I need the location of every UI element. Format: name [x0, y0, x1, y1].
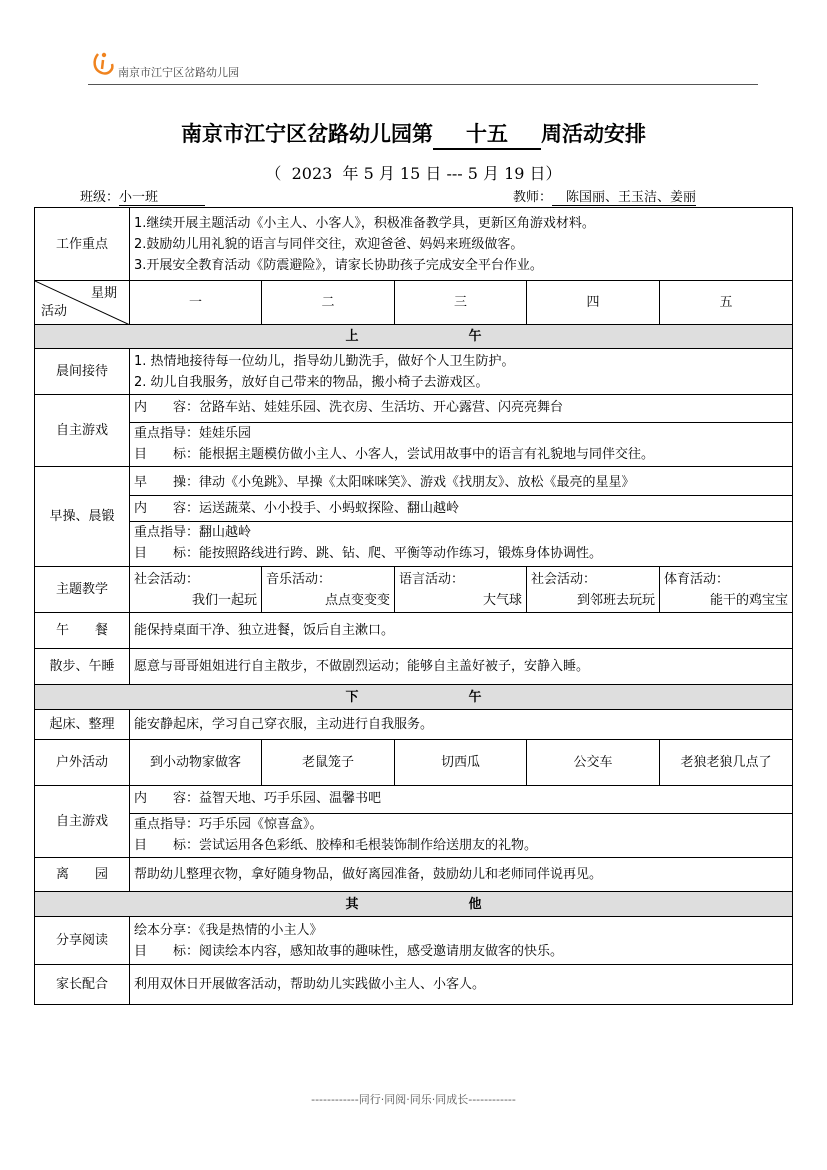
- free-play-am-goal: 目 标：能根据主题模仿做小主人、小客人，尝试用故事中的语言有礼貌地与同伴交往。: [134, 446, 655, 462]
- row-label-free-play-am: 自主游戏: [35, 395, 130, 467]
- teacher-info: [513, 186, 696, 206]
- section-char: 午: [468, 329, 482, 344]
- row-label-reception: 晨间接待: [35, 349, 130, 395]
- row-label-parents: 家长配合: [35, 965, 130, 1005]
- section-morning: [35, 325, 793, 349]
- free-play-pm-focus: 重点指导：巧手乐园《惊喜盒》。: [134, 816, 323, 832]
- day-header: 一: [130, 281, 262, 325]
- teaching-subject: 音乐活动：: [266, 571, 332, 587]
- section-char: 其: [345, 896, 359, 912]
- teaching-subject: 社会活动：: [134, 571, 200, 587]
- row-label-free-play-pm: 自主游戏: [35, 786, 130, 858]
- focus-line: 3.开展安全教育活动《防震避险》，请家长协助孩子完成安全平台作业。: [134, 257, 543, 273]
- teaching-title: 能干的鸡宝宝: [710, 592, 789, 608]
- section-char: 上: [345, 329, 359, 344]
- outdoor-activity: 公交车: [527, 740, 660, 786]
- row-label-exercise: 早操、晨锻: [35, 467, 130, 567]
- free-play-am-focus: 重点指导：娃娃乐园: [134, 425, 252, 441]
- class-info: [80, 186, 205, 206]
- section-other: [35, 892, 793, 917]
- focus-line: 1.继续开展主题活动《小主人、小客人》，积极准备教学具，更新区角游戏材料。: [134, 215, 595, 231]
- section-char: 午: [468, 689, 482, 705]
- diag-weekday-label: 星期: [90, 286, 117, 301]
- teacher-label: 教师：: [513, 190, 553, 205]
- reading-goal: 目 标：阅读绘本内容，感知故事的趣味性，感受邀请朋友做客的快乐。: [134, 943, 564, 959]
- row-parents: [35, 965, 793, 1005]
- row-focus: [35, 208, 793, 281]
- class-label: 班级：: [80, 190, 120, 205]
- free-play-am-areas: 内 容：岔路车站、娃娃乐园、洗衣房、生活坊、开心露营、闪亮亮舞台: [130, 397, 792, 423]
- row-days: [35, 281, 793, 325]
- focus-line: 2.鼓励幼儿用礼貌的语言与同伴交往，欢迎爸爸、妈妈来班级做客。: [134, 236, 524, 252]
- row-label-teaching: 主题教学: [35, 567, 130, 613]
- teaching-title: 到邻班去玩玩: [576, 592, 655, 608]
- row-label-reading: 分享阅读: [35, 917, 130, 965]
- reading-book: 绘本分享：《我是热情的小主人》: [134, 922, 323, 938]
- section-char: 他: [468, 896, 482, 912]
- row-lunch: [35, 613, 793, 649]
- teacher-value: 陈国丽、王玉洁、姜丽: [552, 186, 696, 206]
- title-prefix: 南京市江宁区岔路幼儿园第: [181, 121, 433, 146]
- outdoor-activity: 切西瓜: [395, 740, 527, 786]
- section-afternoon: [35, 685, 793, 710]
- page-footer: ------------同行·同阅·同乐·同成长------------: [311, 1093, 516, 1106]
- free-play-pm-content: [130, 786, 793, 858]
- teaching-subject: 语言活动：: [399, 571, 465, 587]
- teaching-cell: [395, 567, 527, 613]
- section-char: 下: [345, 689, 359, 705]
- title-week-number: 十五: [433, 118, 541, 150]
- teaching-title: 我们一起玩: [191, 592, 257, 608]
- day-header: 四: [527, 281, 660, 325]
- reception-line: 2. 幼儿自我服务，放好自己带来的物品，搬小椅子去游戏区。: [134, 374, 489, 390]
- row-label-lunch: 午 餐: [35, 613, 130, 649]
- class-value: 小一班: [119, 186, 205, 206]
- lunch-content: 能保持桌面干净、独立进餐，饭后自主漱口。: [130, 613, 793, 649]
- outdoor-activity: 老狼老狼几点了: [660, 740, 793, 786]
- row-label-nap: 散步、午睡: [35, 649, 130, 685]
- nap-content: 愿意与哥哥姐姐进行自主散步，不做剧烈运动；能够自主盖好被子，安静入睡。: [130, 649, 793, 685]
- teaching-subject: 体育活动：: [664, 571, 730, 587]
- teaching-title: 大气球: [482, 592, 522, 608]
- row-free-play-pm: [35, 786, 793, 858]
- diagonal-header-cell: [35, 281, 130, 325]
- row-free-play-am: [35, 395, 793, 467]
- day-header: 二: [262, 281, 395, 325]
- row-reading: [35, 917, 793, 965]
- free-play-pm-goal: 目 标：尝试运用各色彩纸、胶棒和毛根装饰制作给送朋友的礼物。: [134, 837, 538, 853]
- section-header-other: [35, 892, 793, 917]
- teaching-cell: [262, 567, 395, 613]
- exercise-focus: 重点指导：翻山越岭: [134, 524, 252, 540]
- row-label-outdoor: 户外活动: [35, 740, 130, 786]
- parents-content: 利用双休日开展做客活动，帮助幼儿实践做小主人、小客人。: [130, 965, 793, 1005]
- day-header: 三: [395, 281, 527, 325]
- teaching-cell: [527, 567, 660, 613]
- row-label-wakeup: 起床、整理: [35, 710, 130, 740]
- row-teaching: [35, 567, 793, 613]
- focus-content: [130, 208, 793, 281]
- wakeup-content: 能安静起床，学习自己穿衣服，主动进行自我服务。: [130, 710, 793, 740]
- teaching-cell: [660, 567, 793, 613]
- row-label-focus: 工作重点: [35, 208, 130, 281]
- day-header: 五: [660, 281, 793, 325]
- leave-content: 帮助幼儿整理衣物，拿好随身物品，做好离园准备，鼓励幼儿和老师同伴说再见。: [130, 858, 793, 892]
- page-header: [88, 48, 758, 85]
- exercise-areas: 内 容：运送蔬菜、小小投手、小蚂蚁探险、翻山越岭: [130, 496, 792, 522]
- reception-line: 1. 热情地接待每一位幼儿，指导幼儿勤洗手，做好个人卫生防护。: [134, 353, 515, 369]
- row-nap: [35, 649, 793, 685]
- section-header-morning: [35, 325, 793, 349]
- reading-content: [130, 917, 793, 965]
- schedule-table: [34, 207, 793, 1005]
- row-wakeup: [35, 710, 793, 740]
- row-exercise: [35, 467, 793, 567]
- title-suffix: 周活动安排: [541, 121, 646, 146]
- teaching-title: 点点变变变: [324, 592, 390, 608]
- outdoor-activity: 老鼠笼子: [262, 740, 395, 786]
- exercise-routine: 早 操：律动《小兔跳》、早操《太阳咪咪笑》、游戏《找朋友》、放松《最亮的星星》: [130, 470, 792, 496]
- row-leave: [35, 858, 793, 892]
- row-reception: [35, 349, 793, 395]
- reception-content: [130, 349, 793, 395]
- teaching-subject: 社会活动：: [531, 571, 597, 587]
- free-play-am-content: [130, 395, 793, 467]
- exercise-content: [130, 467, 793, 567]
- outdoor-activity: 到小动物家做客: [130, 740, 262, 786]
- date-range: （ 2023 年 5 月 15 日 --- 5 月 19 日）: [265, 164, 562, 183]
- header-school-name: 南京市江宁区岔路幼儿园: [118, 66, 239, 79]
- page-title: [0, 118, 827, 150]
- teaching-cell: [130, 567, 262, 613]
- row-label-leave: 离 园: [35, 858, 130, 892]
- free-play-pm-areas: 内 容：益智天地、巧手乐园、温馨书吧: [130, 788, 792, 814]
- exercise-goal: 目 标：能按照路线进行跨、跳、钻、爬、平衡等动作练习，锻炼身体协调性。: [134, 545, 603, 561]
- section-header-afternoon: [35, 685, 793, 710]
- row-outdoor: [35, 740, 793, 786]
- diag-activity-label: 活动: [41, 304, 68, 319]
- school-logo-icon: [90, 50, 116, 76]
